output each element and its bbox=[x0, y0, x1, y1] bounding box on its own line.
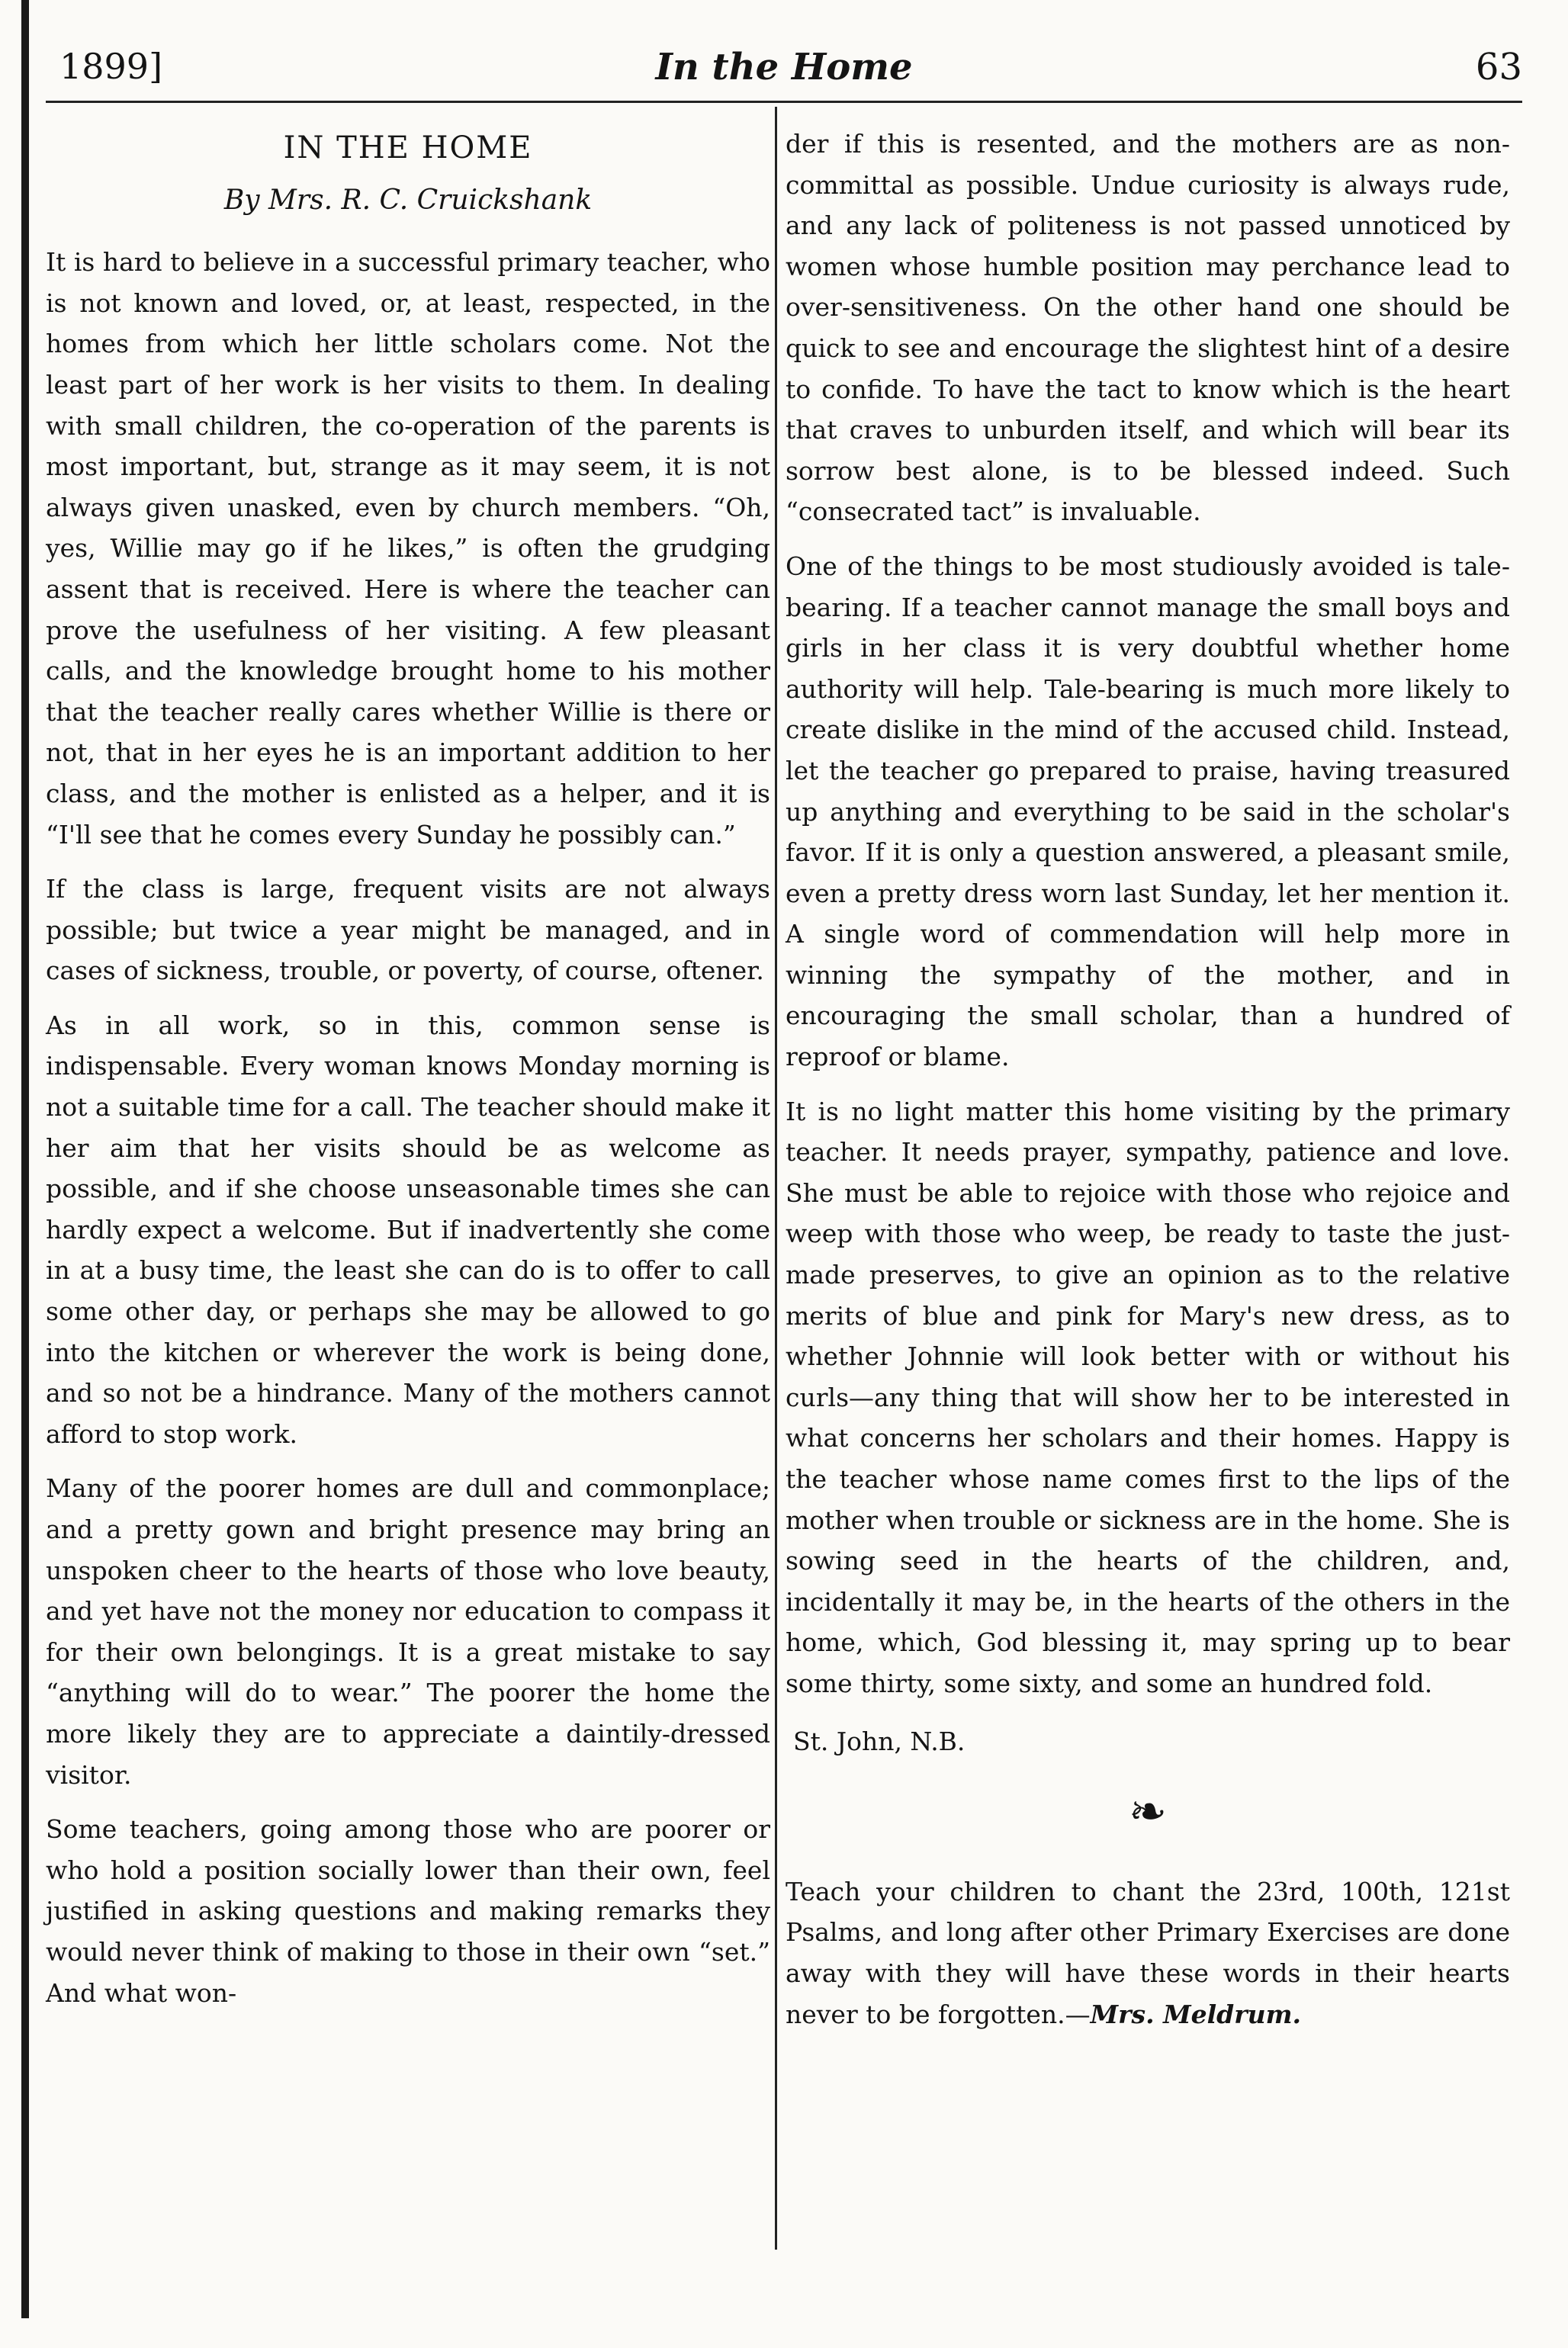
paragraph: As in all work, so in this, common sense is indispensable. Every woman knows Monday morning is not a suitable time for a call. The teacher should make it her aim that her visits should be as welcome as possible, and if she choose unseasonable times she can hardly expect a welcome. But if inadvertently she come in at a busy time, the least she can do is to offer to call some other day, or perhaps she may be allowed to go into the kitchen or wherever the work is being done, and so not be a hindrance. Many of the mothers cannot afford to stop work. bbox=[46, 1010, 770, 1449]
article-title: IN THE HOME bbox=[283, 130, 533, 165]
left-column bbox=[46, 122, 770, 2027]
paragraph: Some teachers, going among those who are poorer or who hold a position socially lower than their own, feel justified in asking questions and making remarks they would never think of making to those in their own “set.” And what won- bbox=[46, 1814, 770, 2008]
page-header bbox=[46, 46, 1522, 107]
right-column bbox=[786, 124, 1510, 2048]
paragraph: It is no light matter this home visiting by the primary teacher. It needs prayer, sympathy, patience and love. She must be able to rejoice with those who rejoice and weep with those who weep, be ready to taste the just-made preserves, to give an opinion as to the relative merits of blue and pink for Mary's new dress, as to whether Johnnie will look better with or without his curls—any thing that will show her to be interested in what concerns her scholars and their homes. Happy is the teacher whose name comes first to the lips of the mother when trouble or sickness are in the home. She is sowing seed in the hearts of the children, and, incidentally it may be, in the hearts of the others in the home, which, God blessing it, may spring up to bear some thirty, some sixty, and some an hundred fold. bbox=[786, 1096, 1510, 1698]
paragraph: Many of the poorer homes are dull and commonplace; and a pretty gown and bright presence may bring an unspoken cheer to the hearts of those who love beauty, and yet have not the money nor education to compass it for their own belongings. It is a great mistake to say “anything will do to wear.” The poorer the home the more likely they are to appreciate a daintily-dressed visitor. bbox=[46, 1473, 770, 1790]
page-number: 63 bbox=[1475, 46, 1522, 88]
column-divider bbox=[775, 107, 777, 2250]
article-byline: By Mrs. R. C. Cruickshank bbox=[223, 184, 593, 216]
paragraph: It is hard to believe in a successful primary teacher, who is not known and loved, or, at least, respected, in the homes from which her little scholars come. Not the least part of her work is her visits to them. In dealing with small children, the co-operation of the parents is most important, but, strange as it may seem, it is not always given unasked, even by church members. “Oh, yes, Willie may go if he likes,” is often the grudging assent that is received. Here is where the teacher can prove the usefulness of her visiting. A few pleasant calls, and the knowledge brought home to his mother that the teacher really cares whether Willie is there or not, that in her eyes he is an important addition to her class, and the mother is enlisted as a helper, and it is “I'll see that he comes every Sunday he possibly can.” bbox=[46, 247, 770, 850]
closing-note-text: Teach your children to chant the 23rd, 100th, 121st Psalms, and long after other Primary Exercises are done away with they will have these words in their hearts never to be forgotten.— bbox=[786, 1876, 1510, 2029]
ornament-icon: ❧ bbox=[1128, 1785, 1168, 1839]
paragraph: der if this is resented, and the mothers are as non-committal as possible. Undue curiosity is always rude, and any lack of politeness is not passed unnoticed by women whose humble position may perchance lead to over-sensitiveness. On the other hand one should be quick to see and encourage the slightest hint of a desire to confide. To have the tact to know which is the heart that craves to unburden itself, and which will bear its sorrow best alone, is to be blessed indeed. Such “consecrated tact” is invaluable. bbox=[786, 129, 1510, 527]
paragraph: One of the things to be most studiously avoided is tale-bearing. If a teacher cannot manage the small boys and girls in her class it is very doubtful whether home authority will help. Tale-bearing is much more likely to create dislike in the mind of the accused child. Instead, let the teacher go prepared to praise, having treasured up anything and everything to be said in the scholar's favor. If it is only a question answered, a pleasant smile, even a pretty dress worn last Sunday, let her mention it. A single word of commendation will help more in winning the sympathy of the mother, and in encouraging the small scholar, than a hundred of reproof or blame. bbox=[786, 551, 1510, 1072]
binding-edge-rule bbox=[21, 0, 29, 2318]
header-year: 1899] bbox=[59, 46, 163, 87]
header-rule bbox=[46, 101, 1522, 103]
closing-note bbox=[786, 1871, 1510, 2035]
closing-note-author: Mrs. Meldrum. bbox=[1090, 1999, 1302, 2029]
article-signature: St. John, N.B. bbox=[793, 1726, 966, 1756]
running-title: In the Home bbox=[655, 46, 913, 88]
paragraph: If the class is large, frequent visits are not always possible; but twice a year might be managed, and in cases of sickness, trouble, or poverty, of course, oftener. bbox=[46, 874, 770, 986]
